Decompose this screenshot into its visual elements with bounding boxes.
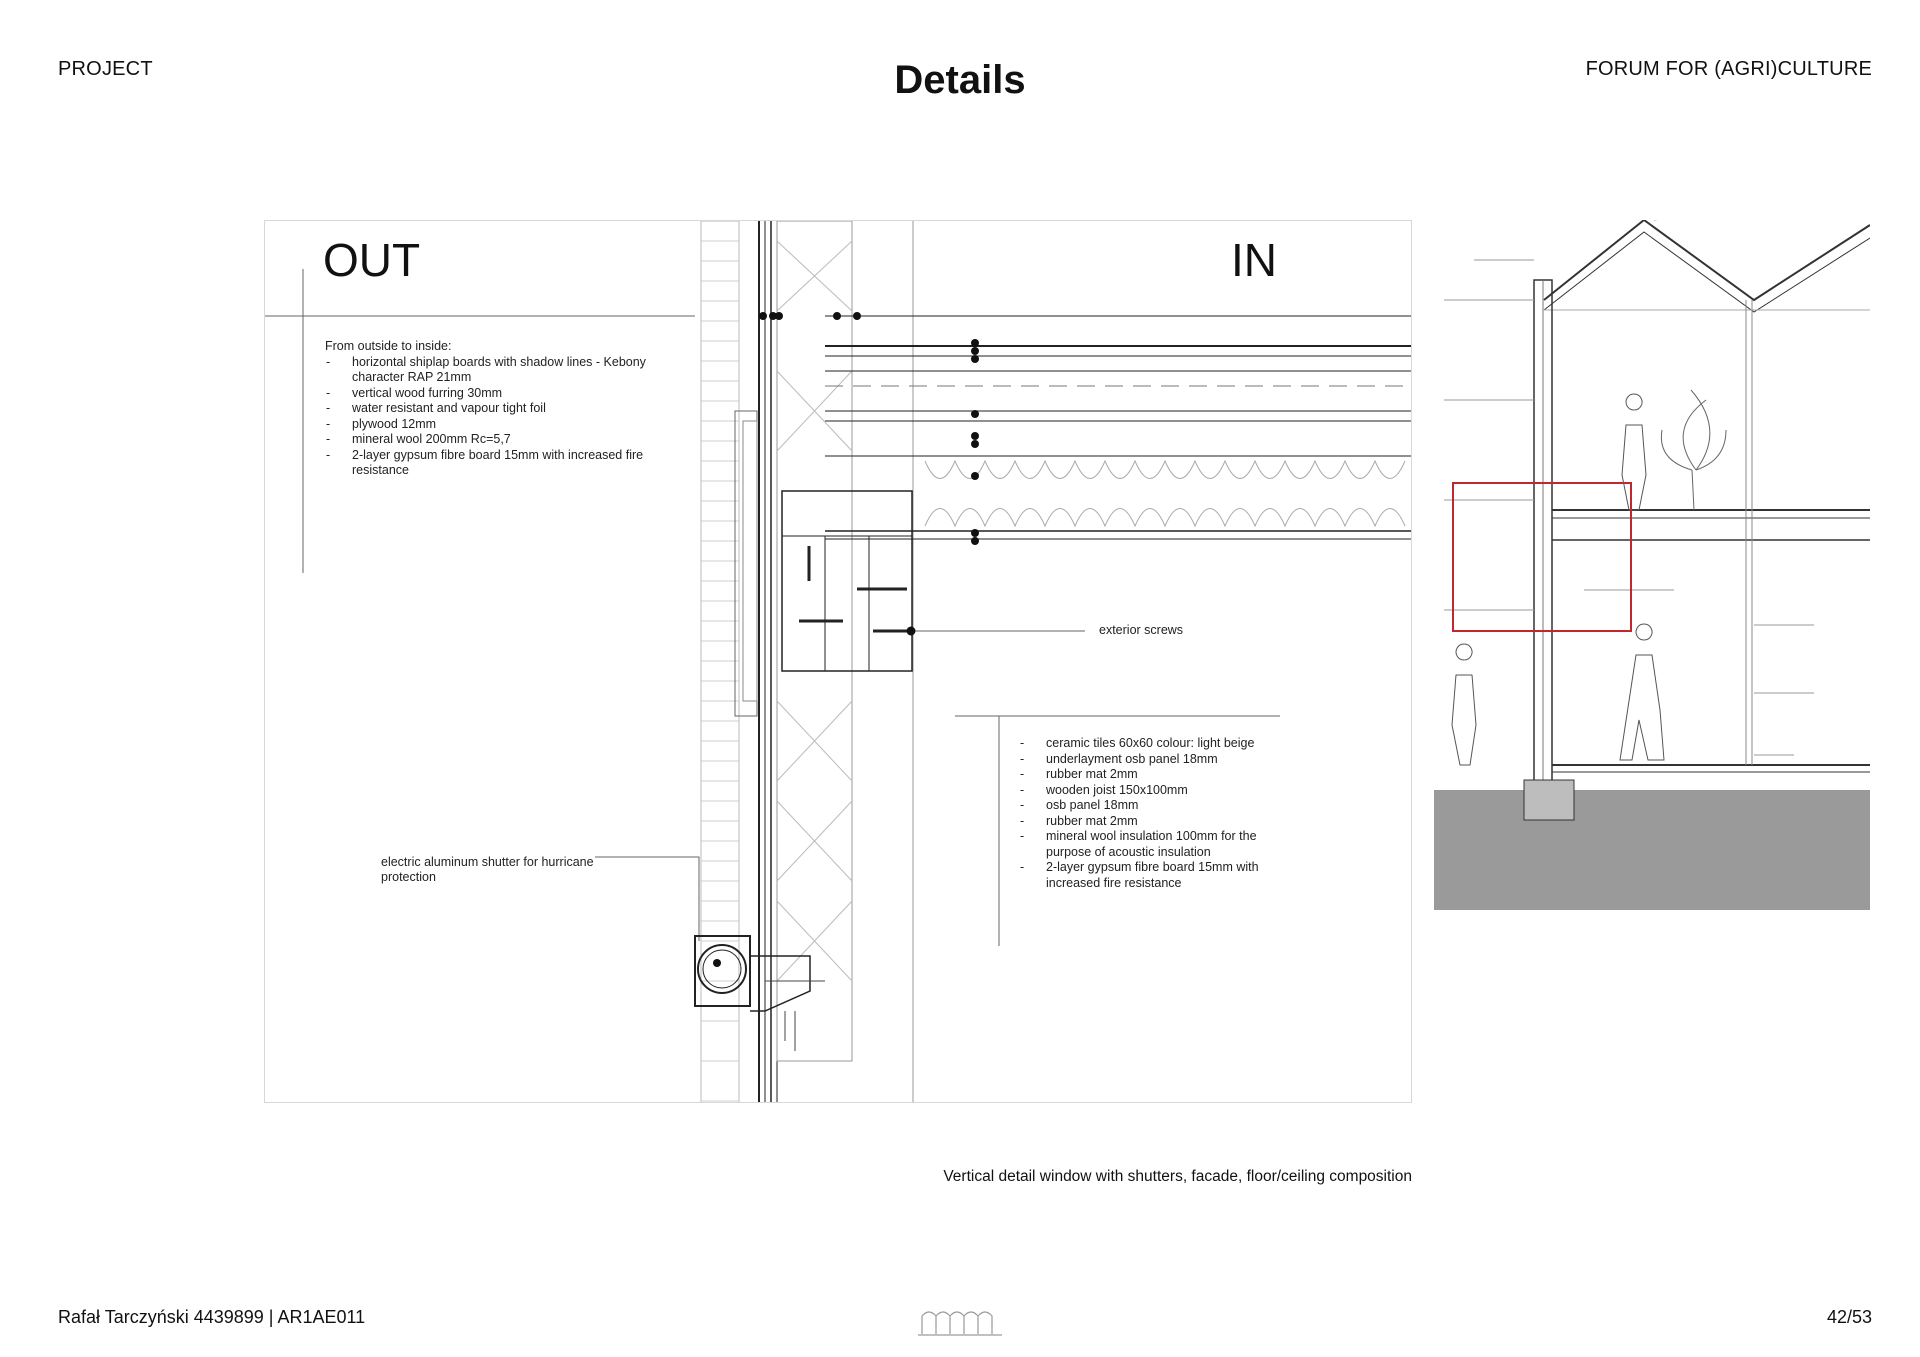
project-label: PROJECT <box>58 58 153 80</box>
section-linework <box>1434 220 1870 910</box>
wall-layer-item: - mineral wool 200mm Rc=5,7 <box>325 432 665 448</box>
floor-layer-item: - underlayment osb panel 18mm <box>1019 752 1279 768</box>
floor-layer-item: - mineral wool insulation 100mm for the purpose of acoustic insulation <box>1019 829 1279 860</box>
wall-notes-heading: From outside to inside: <box>325 339 452 353</box>
floor-layer-item: - osb panel 18mm <box>1019 798 1279 814</box>
page-title: Details <box>894 58 1026 102</box>
shutter-annotation: electric aluminum shutter for hurricane protection <box>381 855 594 884</box>
vertical-detail-drawing <box>264 220 1412 1103</box>
wall-composition-notes <box>325 339 665 479</box>
floor-composition-notes <box>1019 736 1279 891</box>
floor-layer-item: - 2-layer gypsum fibre board 15mm with increased fire resistance <box>1019 860 1279 891</box>
in-label: IN <box>1231 234 1277 286</box>
floor-layer-item: - ceramic tiles 60x60 colour: light beige <box>1019 736 1279 752</box>
project-name: FORUM FOR (AGRI)CULTURE <box>1585 58 1872 80</box>
author-info: Rafał Tarczyński 4439899 | AR1AE011 <box>58 1307 366 1327</box>
detail-highlight-box <box>1453 483 1631 631</box>
page-number: 42/53 <box>1826 1307 1872 1327</box>
wall-layer-item: - plywood 12mm <box>325 417 665 433</box>
wall-layer-item: - 2-layer gypsum fibre board 15mm with increased fire resistance <box>325 448 665 479</box>
floor-layer-item: - wooden joist 150x100mm <box>1019 783 1279 799</box>
wall-layer-item: - water resistant and vapour tight foil <box>325 401 665 417</box>
figure-caption: Vertical detail window with shutters, facade, floor/ceiling composition <box>943 1168 1412 1185</box>
barn-logo-icon <box>918 1306 1002 1341</box>
wall-layer-item: - horizontal shiplap boards with shadow lines - Kebony character RAP 21mm <box>325 355 665 386</box>
exterior-screws-annotation: exterior screws <box>1099 623 1184 637</box>
floor-layer-item: - rubber mat 2mm <box>1019 814 1279 830</box>
floor-layer-item: - rubber mat 2mm <box>1019 767 1279 783</box>
wall-layer-item: - vertical wood furring 30mm <box>325 386 665 402</box>
building-section-drawing <box>1434 220 1870 910</box>
out-label: OUT <box>323 234 421 286</box>
